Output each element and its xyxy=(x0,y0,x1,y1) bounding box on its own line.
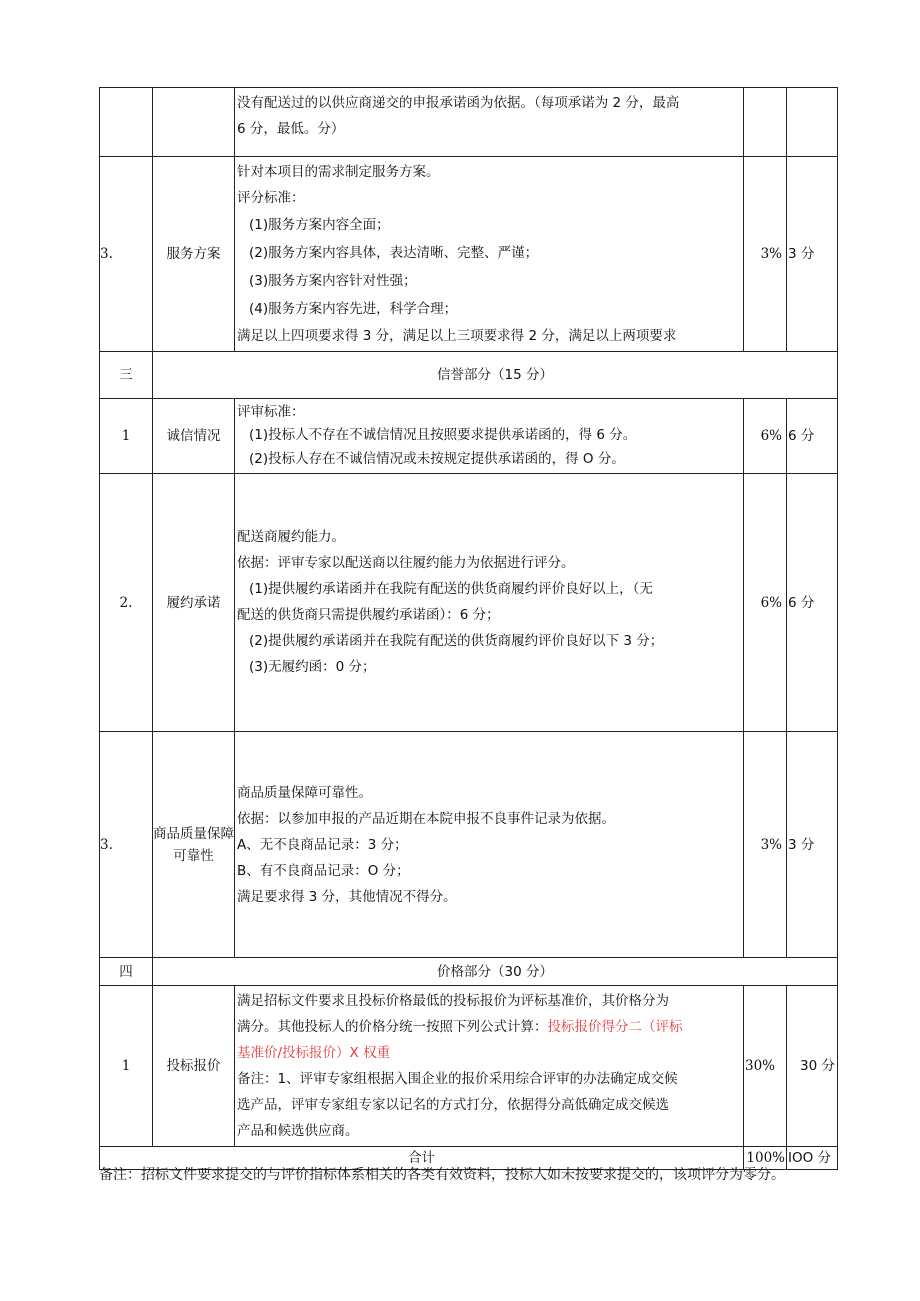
item-number-cell xyxy=(100,88,153,157)
item-name: 履约承诺 xyxy=(153,474,235,732)
item-number: 1 xyxy=(100,986,153,1147)
item-name: 商品质量保障可靠性 xyxy=(153,732,235,958)
item-number: 3. xyxy=(100,157,153,352)
criteria-item: (3)无履约函：0 分； xyxy=(249,659,376,675)
criteria-item: (2)提供履约承诺函并在我院有配送的供货商履约评价良好以下 3 分； xyxy=(249,633,664,649)
scoring-table xyxy=(99,87,838,1170)
criteria-cell xyxy=(235,399,744,474)
criteria-line: 评审标准： xyxy=(237,404,305,420)
table-row xyxy=(100,399,838,474)
criteria-line: 6 分，最低。分） xyxy=(237,121,345,137)
section-title: 价格部分（30 分） xyxy=(153,958,838,986)
criteria-line: 针对本项目的需求制定服务方案。 xyxy=(237,164,440,180)
criteria-item: 配送的供货商只需提供履约承诺函）：6 分； xyxy=(237,607,500,623)
table-row xyxy=(100,986,838,1147)
score-value: 6 分 xyxy=(787,474,838,732)
table-row xyxy=(100,732,838,958)
score-value: 30 分 xyxy=(787,986,838,1147)
table-row xyxy=(100,157,838,352)
item-name-cell xyxy=(153,88,235,157)
criteria-line: A、无不良商品记录：3 分； xyxy=(237,836,408,853)
criteria-cell xyxy=(235,88,744,157)
criteria-line: 满足以上四项要求得 3 分，满足以上三项要求得 2 分，满足以上两项要求 xyxy=(237,328,677,344)
footnote: 备注：招标文件要求提交的与评价指标体系相关的各类有效资料，投标人如未按要求提交的，该项评分为零分。 xyxy=(99,1167,785,1183)
criteria-line: 满足要求得 3 分，其他情况不得分。 xyxy=(237,888,457,905)
criteria-line: 备注：1、评审专家组根据入围企业的报价采用综合评审的办法确定成交候 xyxy=(237,1071,678,1087)
criteria-cell xyxy=(235,474,744,732)
table-row xyxy=(100,88,838,157)
item-name: 服务方案 xyxy=(153,157,235,352)
criteria-line: 依据：评审专家以配送商以往履约能力为依据进行评分。 xyxy=(237,555,575,571)
section-number: 三 xyxy=(100,352,153,399)
section-header-row xyxy=(100,958,838,986)
criteria-cell xyxy=(235,732,744,958)
section-header-row xyxy=(100,352,838,399)
criteria-item: (2)投标人存在不诚信情况或未按规定提供承诺函的，得 O 分。 xyxy=(249,451,625,467)
item-number: 2. xyxy=(100,474,153,732)
total-label: 合计 xyxy=(100,1147,744,1170)
item-number: 3. xyxy=(100,732,153,958)
score-value: 6 分 xyxy=(787,399,838,474)
section-title: 信誉部分（15 分） xyxy=(153,352,838,399)
weight-value: 6% xyxy=(744,399,787,474)
weight-value: 30% xyxy=(744,986,787,1147)
weight-value: 3% xyxy=(744,157,787,352)
score-value: 3 分 xyxy=(787,157,838,352)
criteria-item: (2)服务方案内容具体，表达清晰、完整、严谨； xyxy=(249,245,539,261)
weight-cell xyxy=(744,88,787,157)
weight-value: 6% xyxy=(744,474,787,732)
criteria-line: B、有不良商品记录：O 分； xyxy=(237,862,410,879)
item-number: 1 xyxy=(100,399,153,474)
weight-value: 3% xyxy=(744,732,787,958)
score-cell xyxy=(787,88,838,157)
criteria-line: 评分标准： xyxy=(237,190,305,206)
criteria-cell xyxy=(235,986,744,1147)
price-formula: 基准价/投标报价）X 权重 xyxy=(237,1045,391,1061)
total-weight: 100% xyxy=(744,1147,787,1170)
score-value: 3 分 xyxy=(787,732,838,958)
total-score: IOO 分 xyxy=(787,1147,838,1170)
criteria-item: (1)提供履约承诺函并在我院有配送的供货商履约评价良好以上，（无 xyxy=(249,581,653,597)
criteria-line: 商品质量保障可靠性。 xyxy=(237,784,372,801)
criteria-line xyxy=(237,1014,740,1040)
criteria-item: (4)服务方案内容先进，科学合理； xyxy=(249,301,458,317)
criteria-line: 配送商履约能力。 xyxy=(237,529,345,545)
criteria-line: 依据：以参加申报的产品近期在本院申报不良事件记录为依据。 xyxy=(237,810,615,827)
criteria-line: 没有配送过的以供应商递交的申报承诺函为依据。（每项承诺为 2 分，最高 xyxy=(237,95,680,111)
table-row xyxy=(100,474,838,732)
criteria-line: 产品和候选供应商。 xyxy=(237,1123,359,1139)
item-name: 投标报价 xyxy=(153,986,235,1147)
criteria-item: (1)服务方案内容全面； xyxy=(249,217,390,233)
item-name: 诚信情况 xyxy=(153,399,235,474)
criteria-cell xyxy=(235,157,744,352)
criteria-item: (1)投标人不存在不诚信情况且按照要求提供承诺函的，得 6 分。 xyxy=(249,427,637,443)
price-formula: 投标报价得分二（评标 xyxy=(547,1019,683,1035)
criteria-line: 满足招标文件要求且投标价格最低的投标报价为评标基准价，其价格分为 xyxy=(237,993,669,1009)
criteria-line: 选产品，评审专家组专家以记名的方式打分，依据得分高低确定成交候选 xyxy=(237,1097,669,1113)
criteria-text: 满分。其他投标人的价格分统一按照下列公式计算： xyxy=(237,1019,548,1035)
criteria-item: (3)服务方案内容针对性强； xyxy=(249,273,417,289)
section-number: 四 xyxy=(100,958,153,986)
